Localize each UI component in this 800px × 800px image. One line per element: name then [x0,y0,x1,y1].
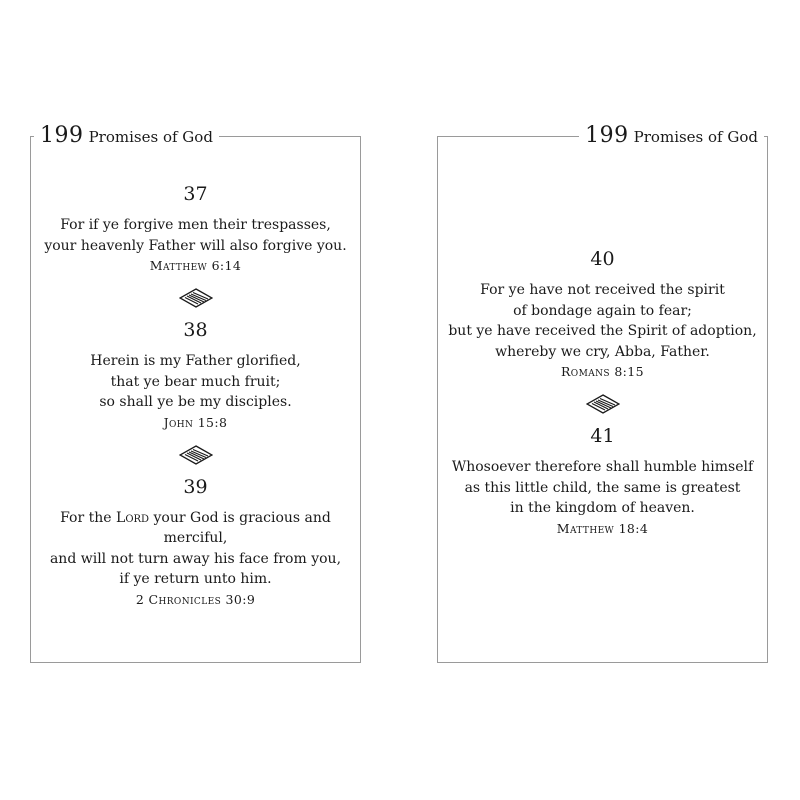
page-header [34,124,219,149]
lord-small-caps: Lord [116,509,150,526]
verse-line: so shall ye be my disciples. [99,394,292,410]
promise-list [31,181,360,610]
left-page [30,123,361,663]
verse-line: For if ye forgive men their trespasses, [60,217,331,233]
header-number: 199 [40,123,84,148]
verse-fragment: your God is gracious and merciful, [149,509,331,546]
verse-text [31,215,360,256]
verse-line: that ye bear much fruit; [110,373,281,390]
verse-line: and will not turn away his face from you, [49,550,342,567]
promise-number: 40 [590,248,615,270]
verse-line: Herein is my Father glorified, [90,353,301,369]
promise-39 [31,474,360,610]
scripture-reference: Matthew 6:14 [149,258,242,273]
scripture-reference: 2 Chronicles 30:9 [135,591,256,607]
verse-line: of bondage again to fear; [513,302,692,319]
right-page [437,123,768,663]
diamond-ornament-icon [31,436,360,474]
scripture-reference: John 15:8 [163,414,228,430]
verse-line: For ye have not received the spirit [480,282,725,298]
promise-38 [31,317,360,433]
verse-line: in the kingdom of heaven. [510,500,695,516]
scripture-reference: Matthew 18:4 [556,520,649,536]
diamond-ornament-icon [31,279,360,317]
verse-line: your heavenly Father will also forgive you. [44,237,347,254]
verse-text [31,351,360,413]
verse-text [438,457,767,519]
header-title: Promises of God [633,128,758,146]
verse-text [438,280,767,362]
promise-40 [438,246,767,382]
verse-line: but ye have received the Spirit of adoption, [448,323,757,339]
verse-text [31,508,360,590]
promise-number: 41 [590,425,615,447]
verse-line [31,508,360,549]
promise-number: 39 [183,475,208,498]
verse-line: whereby we cry, Abba, Father. [495,343,710,360]
verse-line: if ye return unto him. [119,571,272,587]
verse-fragment: For the [60,509,117,526]
diamond-ornament-icon [438,385,767,423]
header-number: 199 [585,123,629,148]
page-header [579,124,764,149]
promise-41 [438,423,767,539]
verse-line: as this little child, the same is greatest [464,479,741,496]
promise-number: 37 [183,183,208,205]
promise-number: 38 [183,319,208,341]
header-title: Promises of God [88,128,213,146]
promise-37 [31,181,360,276]
scripture-reference: Romans 8:15 [561,364,644,379]
promise-list [438,246,767,539]
verse-line: Whosoever therefore shall humble himself [451,459,754,475]
